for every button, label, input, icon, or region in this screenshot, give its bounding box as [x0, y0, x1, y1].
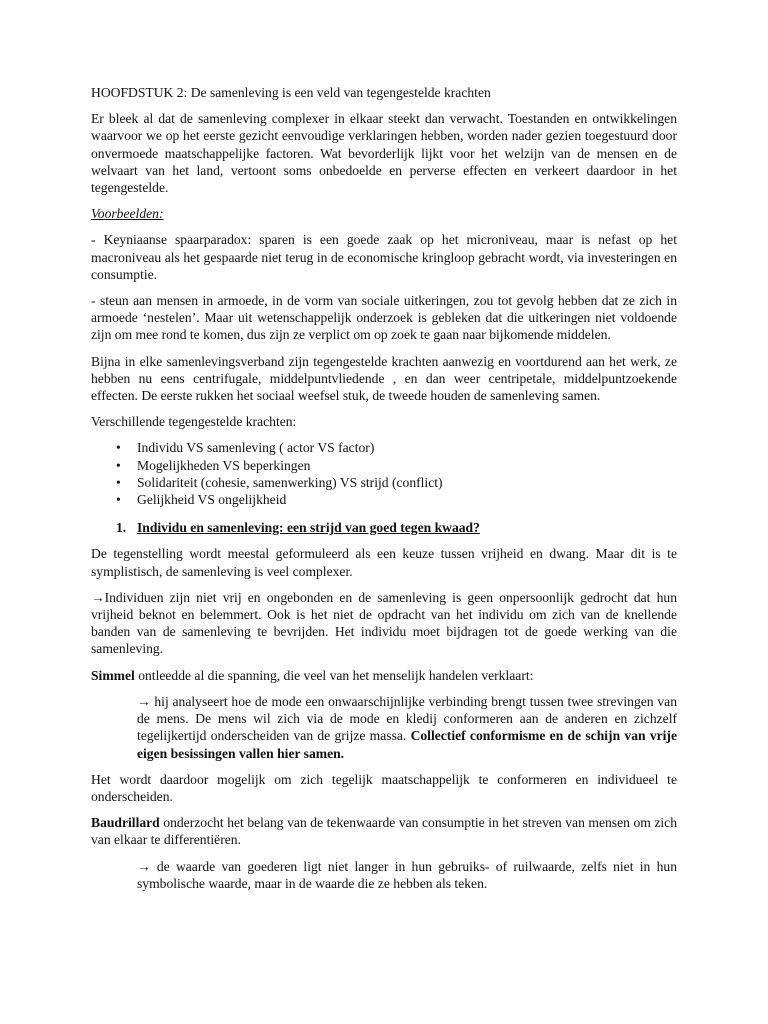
list-intro: Verschillende tegengestelde krachten:: [91, 414, 297, 430]
list-item: [91, 439, 677, 456]
simmel-detail-text: → hij analyseert hoe de mode een onwaarschijnlijke verbinding brengt tussen twee strevingen van de mens. De mens wil zich via de mode en kledij conformeren aan de anderen en zichzelf tegelijkertijd onderscheiden van de grijze massa.: [137, 693, 677, 744]
conform-paragraph: Het wordt daardoor mogelijk om zich tegelijk maatschappelijk te conformeren en individueel te onderscheiden.: [91, 771, 677, 804]
examples-label: [91, 205, 677, 222]
list-item: [91, 457, 677, 474]
document-page: [91, 84, 677, 901]
list-item-text: Mogelijkheden VS beperkingen: [137, 457, 311, 473]
bullet-icon: •: [116, 457, 121, 473]
baudrillard-paragraph: [91, 814, 677, 848]
section-heading: [91, 519, 677, 536]
baudrillard-detail: → de waarde van goederen ligt niet langer in hun gebruiks- of ruilwaarde, zelfs niet in hun symbolische waarde, maar in de waarde die ze hebben als teken.: [137, 858, 677, 891]
individuals-paragraph: →Individuen zijn niet vrij en ongebonden en de samenleving is geen onpersoonlijk gedrocht dat hun vrijheid beknot en belemmert. Ook is het niet de opdracht van het individu om zich van de knellende banden van de samenleving te bevrijden. Het individu moet bijdragen tot de goede werking van die samenleving.: [91, 589, 677, 657]
list-item-text: Individu VS samenleving ( actor VS factor): [137, 440, 375, 456]
simmel-detail-bold: Collectief conformisme en de schijn van vrije eigen besissingen vallen hier samen.: [137, 728, 677, 761]
simmel-name: Simmel: [91, 667, 135, 683]
list-item: [91, 491, 677, 508]
example-spaarparadox: - Keyniaanse spaarparadox: sparen is een goede zaak op het microniveau, maar is nefast op het macroniveau als het gespaarde niet terug in de economische kringloop gebracht wordt, via investeringen en consumptie.: [91, 232, 677, 282]
baudrillard-text: onderzocht het belang van de tekenwaarde van consumptie in het streven van mensen om zich van elkaar te differentiëren.: [91, 815, 677, 848]
tension-paragraph: De tegenstelling wordt meestal geformuleerd als een keuze tussen vrijheid en dwang. Maar dit is te symplistisch, de samenleving is veel complexer.: [91, 546, 677, 579]
list-item: [91, 474, 677, 491]
forces-list: [91, 439, 677, 508]
simmel-text: ontleedde al die spanning, die veel van het menselijk handelen verklaart:: [134, 667, 534, 683]
intro-paragraph: Er bleek al dat de samenleving complexer in elkaar steekt dan verwacht. Toestanden en ontwikkelingen waarvoor we op het eerste gezicht eenvoudige verklaringen hebben, worden nader gezien toegestuurd door onvermoede maatschappelijke factoren. Wat bevorderlijk lijkt voor het welzijn van de mensen en de welvaart van het land, vertoont soms onbedoelde en perverse effecten en verkeert daardoor in het tegengestelde.: [91, 111, 677, 196]
chapter-title: HOOFDSTUK 2: De samenleving is een veld van tegengestelde krachten: [91, 85, 491, 100]
simmel-paragraph: [91, 667, 677, 684]
bullet-icon: •: [116, 492, 121, 508]
section-number: 1.: [116, 520, 127, 536]
bullet-icon: •: [116, 474, 121, 490]
list-item-text: Gelijkheid VS ongelijkheid: [137, 492, 287, 508]
forces-paragraph: Bijna in elke samenlevingsverband zijn tegengestelde krachten aanwezig en voortdurend aan het werk, ze hebben nu eens centrifugale, middelpuntvliedende , en dan weer centripetale, middelpuntzoekende effecten. De eerste rukken het sociaal weefsel stuk, de tweede houden de samenleving samen.: [91, 353, 677, 404]
section-title: Individu en samenleving: een strijd van goed tegen kwaad?: [137, 520, 480, 536]
examples-label-text: Voorbeelden:: [91, 206, 164, 222]
simmel-detail: [137, 693, 677, 762]
bullet-icon: •: [116, 440, 121, 456]
list-item-text: Solidariteit (cohesie, samenwerking) VS strijd (conflict): [137, 474, 443, 490]
example-armoede: - steun aan mensen in armoede, in de vorm van sociale uitkeringen, zou tot gevolg hebben dat ze zich in armoede ‘nestelen’. Maar uit wetenschappelijk onderzoek is gebleken dat die uitkeringen niet voldoende zijn om mee rond te komen, dus zijn ze verplict om op zoek te gaan naar bijkomende middelen.: [91, 293, 677, 343]
baudrillard-name: Baudrillard: [91, 815, 160, 831]
